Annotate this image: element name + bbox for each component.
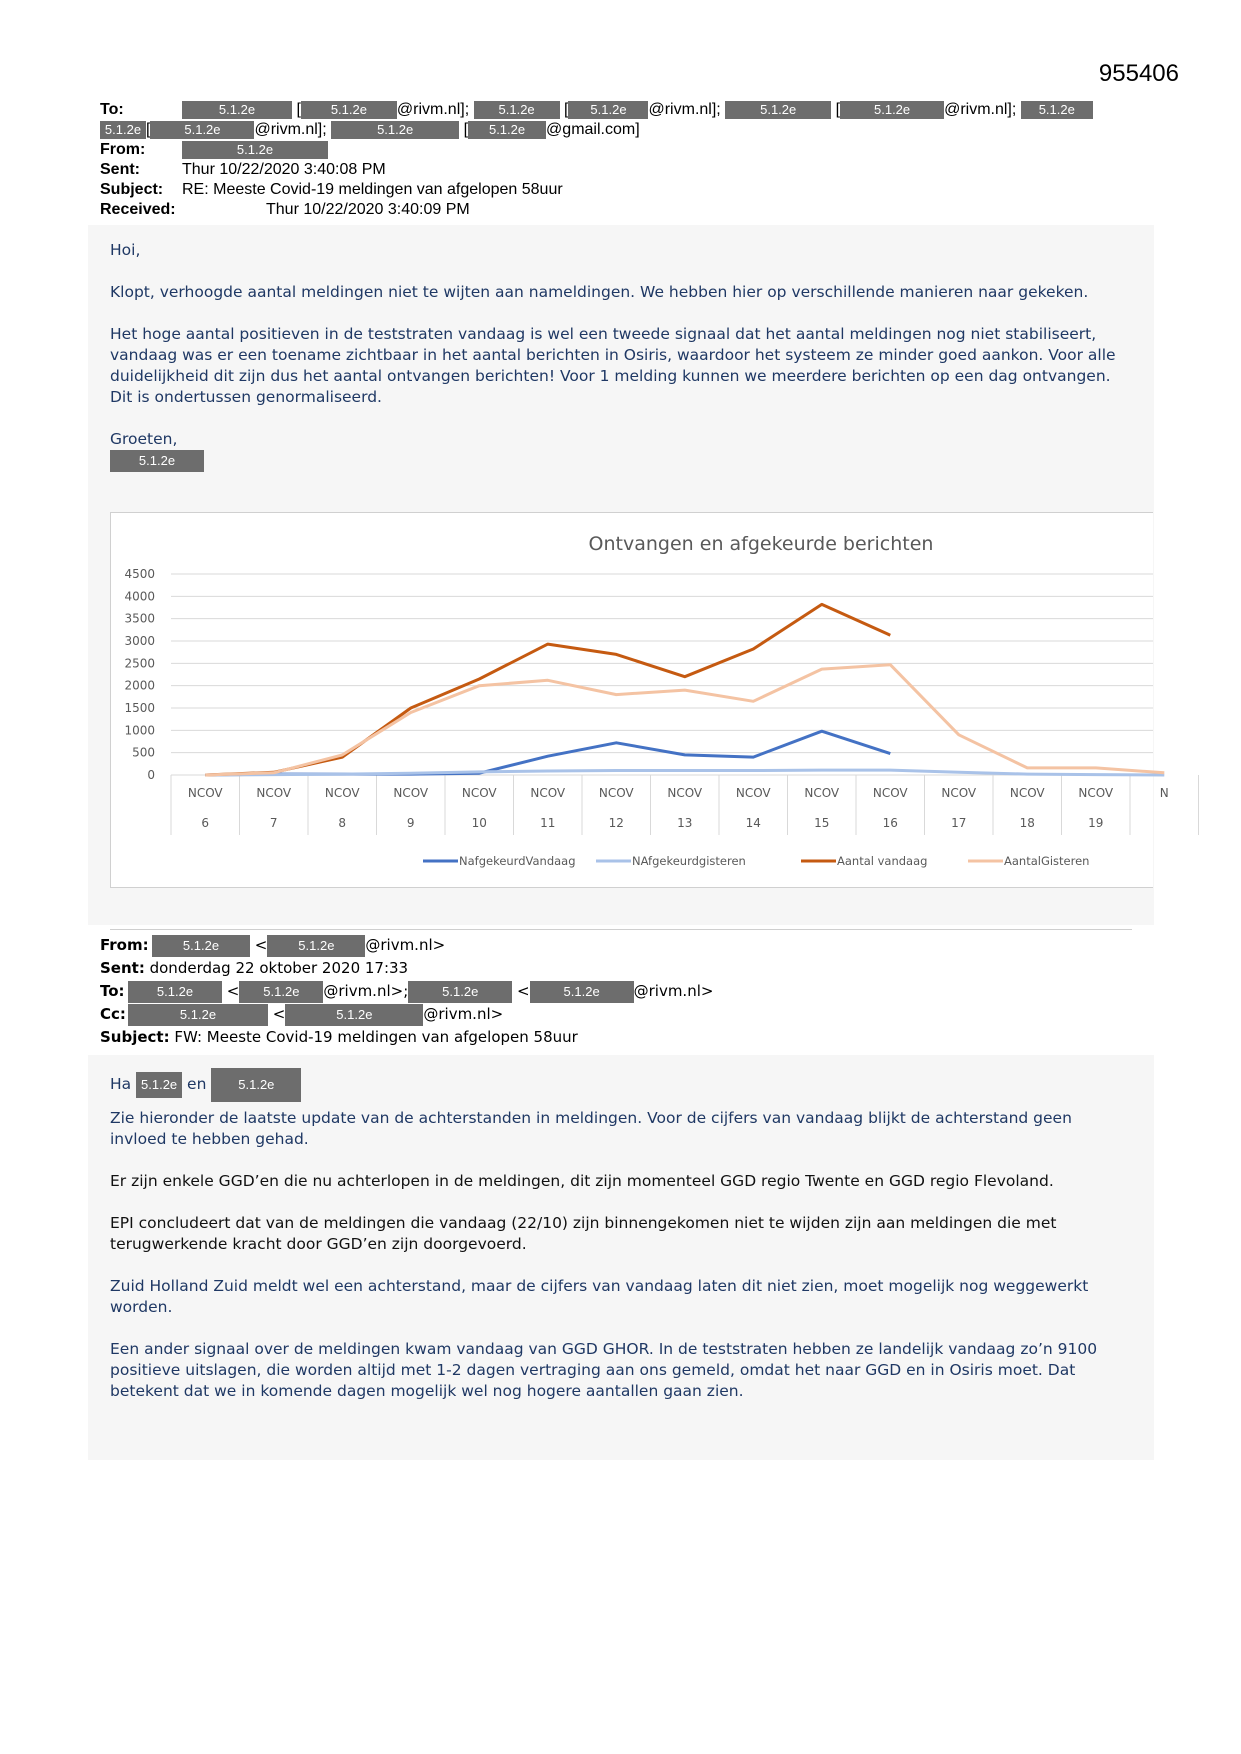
x-tick-label: 12 — [608, 816, 624, 830]
document-id: 955406 — [1098, 60, 1179, 87]
legend-label: Aantal vandaag — [837, 854, 928, 868]
redaction: 5.1.2e — [1021, 101, 1093, 119]
redaction: 5.1.2e — [408, 981, 512, 1003]
x-tick-label: 10 — [471, 816, 487, 830]
x-tick-label: NCOV — [735, 786, 771, 800]
closing: Groeten, — [110, 430, 178, 448]
redaction: 5.1.2e — [136, 1072, 182, 1098]
y-tick-label: 2000 — [124, 678, 155, 693]
redaction: 5.1.2e — [331, 121, 459, 139]
x-tick-label: 19 — [1088, 816, 1104, 830]
x-tick-label: NCOV — [598, 786, 634, 800]
redaction: 5.1.2e — [128, 981, 222, 1003]
x-tick-label: 15 — [814, 816, 830, 830]
x-tick-label: 14 — [745, 816, 761, 830]
chart-title: Ontvangen en afgekeurde berichten — [588, 533, 934, 555]
header2-sent: Sent: donderdag 22 oktober 2020 17:33 — [100, 959, 409, 977]
separator — [110, 929, 1132, 930]
redaction: 5.1.2e — [100, 121, 146, 139]
x-tick-label: NCOV — [530, 786, 566, 800]
paragraph: Een ander signaal over de meldingen kwam vandaag van GGD GHOR. In de teststraten hebben ze landelijk vandaag zo’n 9100 positieve uitslagen, die worden altijd met 1-2 dagen vertraging aan ons gemeld, omdat het naar GGD en in Osiris moet. Dat betekent dat we in komende dagen mogelijk wel nog hogere aantallen gaan zien. — [110, 1340, 1098, 1400]
x-tick-label: 11 — [540, 816, 556, 830]
header1-received: Received: Thur 10/22/2020 3:40:09 PM — [100, 201, 470, 218]
x-tick-label: 17 — [951, 816, 967, 830]
redaction: 5.1.2e — [840, 101, 944, 119]
x-tick-label: NCOV — [1078, 786, 1114, 800]
redaction: 5.1.2e — [468, 121, 546, 139]
greeting: Ha 5.1.2e en 5.1.2e — [110, 1068, 1130, 1102]
x-tick-label: 9 — [406, 816, 415, 830]
redaction: 5.1.2e — [725, 101, 831, 119]
x-tick-label: 6 — [201, 816, 210, 830]
y-tick-label: 2500 — [124, 656, 155, 671]
to-label: To: — [100, 101, 124, 118]
y-tick-label: 1500 — [124, 701, 155, 715]
redaction: 5.1.2e — [128, 1004, 268, 1026]
y-tick-label: 4000 — [124, 589, 155, 604]
x-tick-label: 7 — [269, 816, 278, 830]
header1-from: From: 5.1.2e — [100, 140, 328, 160]
x-tick-label: NCOV — [187, 786, 223, 800]
redaction: 5.1.2e — [267, 935, 365, 957]
redaction: 5.1.2e — [182, 141, 328, 159]
x-tick-label: 18 — [1019, 816, 1035, 830]
paragraph: Klopt, verhoogde aantal meldingen niet te wijten aan nameldingen. We hebben hier op verschillende manieren naar gekeken. — [110, 283, 1089, 301]
message2-body — [110, 1068, 1130, 1402]
x-tick-label: NCOV — [461, 786, 497, 800]
x-tick-label: NCOV — [667, 786, 703, 800]
header1-to-line1: To: 5.1.2e [ 5.1.2e @rivm.nl]; 5.1.2e [ 5.1.2e @rivm.nl]; 5.1.2e [ 5.1.2e @rivm.nl]; 5.1.2e — [100, 100, 1093, 120]
header2-to: To: 5.1.2e < 5.1.2e @rivm.nl>; 5.1.2e < 5.1.2e @rivm.nl> — [100, 981, 713, 1003]
x-tick-label: NCOV — [324, 786, 360, 800]
redaction: 5.1.2e — [110, 450, 204, 472]
x-tick-label: 8 — [338, 816, 347, 830]
header1-sent: Sent: Thur 10/22/2020 3:40:08 PM — [100, 161, 386, 178]
paragraph: Zie hieronder de laatste update van de achterstanden in meldingen. Voor de cijfers van vandaag blijkt de achterstand geen invloed te hebben gehad. — [110, 1109, 1072, 1148]
x-tick-label: 16 — [882, 816, 898, 830]
header2-cc: Cc: 5.1.2e < 5.1.2e @rivm.nl> — [100, 1004, 503, 1026]
line-chart — [111, 513, 1169, 887]
y-tick-label: 4500 — [124, 567, 155, 581]
x-tick-label: NCOV — [393, 786, 429, 800]
redaction: 5.1.2e — [150, 121, 254, 139]
header2-subject: Subject: FW: Meeste Covid-19 meldingen van afgelopen 58uur — [100, 1028, 578, 1046]
series-line-1 — [205, 770, 1164, 775]
x-tick-label: NCOV — [941, 786, 977, 800]
paragraph: Zuid Holland Zuid meldt wel een achterstand, maar de cijfers van vandaag laten dit niet zien, moet mogelijk nog weggewerkt worden. — [110, 1277, 1089, 1316]
x-tick-label: N — [1159, 786, 1169, 800]
paragraph: Er zijn enkele GGD’en die nu achterlopen in de meldingen, dit zijn momenteel GGD regio Twente en GGD regio Flevoland. — [110, 1172, 1054, 1190]
series-line-3 — [205, 665, 1164, 775]
series-line-2 — [205, 604, 890, 775]
redaction: 5.1.2e — [285, 1004, 423, 1026]
x-tick-label: NCOV — [256, 786, 292, 800]
message1-body — [110, 240, 1130, 472]
redaction: 5.1.2e — [152, 935, 250, 957]
legend-label: NAfgekeurdgisteren — [632, 854, 746, 868]
redaction: 5.1.2e — [568, 101, 648, 119]
legend-label: AantalGisteren — [1004, 854, 1090, 868]
header2-from: From: 5.1.2e < 5.1.2e @rivm.nl> — [100, 935, 445, 957]
redaction: 5.1.2e — [239, 981, 323, 1003]
paragraph: EPI concludeert dat van de meldingen die vandaag (22/10) zijn binnengekomen niet te wijden zijn aan meldingen die met terugwerkende kracht door GGD’en zijn doorgevoerd. — [110, 1214, 1057, 1253]
paragraph: Het hoge aantal positieven in de teststraten vandaag is wel een tweede signaal dat het aantal meldingen nog niet stabiliseert, vandaag was er een toename zichtbaar in het aantal berichten in Osiris, waardoor het systeem ze minder goed aankon. Voor alle duidelijkheid dit zijn dus het aantal ontvangen berichten! Voor 1 melding kunnen we meerdere berichten op een dag ontvangen. Dit is ondertussen genormaliseerd. — [110, 325, 1116, 406]
y-tick-label: 3500 — [124, 611, 155, 626]
header1-subject: Subject: RE: Meeste Covid-19 meldingen van afgelopen 58uur — [100, 181, 563, 198]
header1-to-line2: 5.1.2e [ 5.1.2e @rivm.nl]; 5.1.2e [ 5.1.2e @gmail.com] — [100, 120, 640, 140]
redaction: 5.1.2e — [530, 981, 634, 1003]
redaction: 5.1.2e — [474, 101, 560, 119]
redaction: 5.1.2e — [211, 1068, 301, 1102]
redaction: 5.1.2e — [182, 101, 292, 119]
y-tick-label: 0 — [147, 768, 155, 782]
chart-container — [110, 512, 1169, 888]
y-tick-label: 3000 — [124, 634, 155, 648]
greeting: Hoi, — [110, 241, 141, 259]
y-tick-label: 1000 — [124, 723, 155, 738]
x-tick-label: 13 — [677, 816, 693, 830]
y-tick-label: 500 — [132, 745, 155, 760]
legend-label: NafgekeurdVandaag — [459, 854, 576, 868]
redaction: 5.1.2e — [301, 101, 397, 119]
x-tick-label: NCOV — [1009, 786, 1045, 800]
x-tick-label: NCOV — [804, 786, 840, 800]
x-tick-label: NCOV — [872, 786, 908, 800]
